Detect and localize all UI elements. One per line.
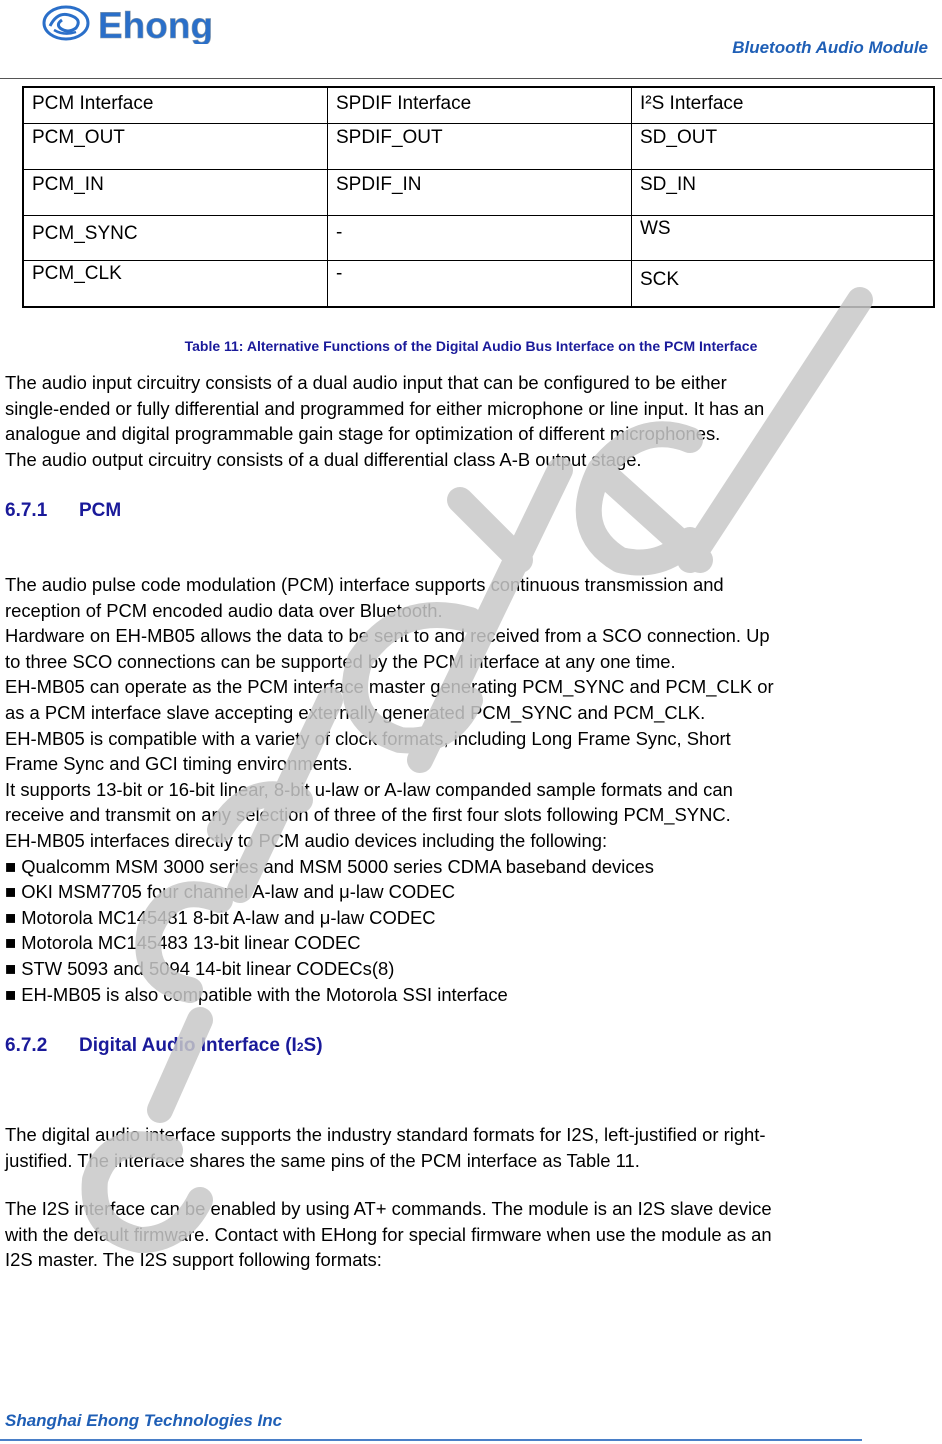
table-row: [23, 215, 934, 260]
table-cell: SD_OUT: [632, 123, 935, 169]
table-row: [23, 260, 934, 307]
text-line: EH-MB05 is compatible with a variety of clock formats, including Long Frame Sync, Short: [5, 727, 731, 749]
section-title: Digital Audio Interface (I2S): [79, 1035, 323, 1056]
text-line: Hardware on EH-MB05 allows the data to be sent to and received from a SCO connection. Up: [5, 625, 770, 647]
bullet-icon: ■: [5, 881, 17, 903]
text-line: with the default firmware. Contact with EHong for special firmware when use the module as an: [5, 1223, 772, 1245]
section-title: PCM: [79, 500, 122, 521]
bullet-icon: ■: [5, 855, 17, 877]
section-number: 6.7.1: [5, 500, 48, 521]
text-line: Frame Sync and GCI timing environments.: [5, 753, 353, 775]
table-cell: -: [328, 215, 632, 260]
text-line: single-ended or fully differential and programmed for either microphone or line input. It has an: [5, 397, 765, 419]
list-item: ■ OKI MSM7705 four channel A-law and μ-law CODEC: [5, 881, 455, 903]
list-item: ■ Motorola MC145483 13-bit linear CODEC: [5, 932, 361, 954]
text-line: analogue and digital programmable gain stage for optimization of different microphones.: [5, 423, 721, 445]
text-line: I2S master. The I2S support following formats:: [5, 1249, 382, 1271]
text-line: reception of PCM encoded audio data over Bluetooth.: [5, 599, 443, 621]
logo-swirl-icon: [44, 7, 88, 39]
text-line: EH-MB05 interfaces directly to PCM audio devices including the following:: [5, 829, 608, 851]
i2s-paragraph-1: [5, 1122, 942, 1173]
section-number: 6.7.2: [5, 1035, 48, 1056]
table-cell: SD_IN: [632, 169, 935, 215]
text-line: The digital audio interface supports the industry standard formats for I2S, left-justified or right-: [5, 1124, 766, 1145]
header-divider: [0, 78, 942, 79]
company-logo: [42, 4, 262, 44]
i2s-paragraph-2: [5, 1196, 942, 1273]
bullet-icon: ■: [5, 957, 17, 979]
table-row: [23, 169, 934, 215]
section-heading-i2s: [5, 1035, 323, 1057]
text-line: The audio output circuitry consists of a dual differential class A-B output stage.: [5, 448, 642, 470]
text-line: It supports 13-bit or 16-bit linear, 8-bit u-law or A-law companded sample formats and can: [5, 778, 733, 800]
text-line: The audio pulse code modulation (PCM) interface supports continuous transmission and: [5, 574, 724, 595]
list-item: ■ Qualcomm MSM 3000 series and MSM 5000 series CDMA baseband devices: [5, 855, 654, 877]
list-item: ■ STW 5093 and 5094 14-bit linear CODECs(8): [5, 957, 395, 979]
table-caption: Table 11: Alternative Functions of the Digital Audio Bus Interface on the PCM Interface: [184, 338, 758, 354]
table-row: [23, 123, 934, 169]
table-cell: PCM_CLK: [23, 260, 328, 307]
table-header-row: [23, 87, 934, 123]
bullet-icon: ■: [5, 906, 17, 928]
bullet-icon: ■: [5, 983, 17, 1005]
footer-divider: [0, 1439, 862, 1441]
text-line: justified. The interface shares the same pins of the PCM interface as Table 11.: [5, 1149, 640, 1171]
table-cell: PCM_OUT: [23, 123, 328, 169]
table-header-cell: SPDIF Interface: [328, 87, 632, 123]
interface-function-table: [22, 86, 935, 308]
list-item: ■ EH-MB05 is also compatible with the Motorola SSI interface: [5, 983, 508, 1005]
pcm-paragraph: [5, 572, 942, 1007]
table-cell: -: [328, 260, 632, 307]
section-heading-pcm: [5, 500, 121, 522]
table-cell: SPDIF_OUT: [328, 123, 632, 169]
table-cell: SPDIF_IN: [328, 169, 632, 215]
list-item: ■ Motorola MC145481 8-bit A-law and μ-law CODEC: [5, 906, 436, 928]
table-cell: PCM_IN: [23, 169, 328, 215]
table-cell: PCM_SYNC: [23, 215, 328, 260]
table-header-cell: I²S Interface: [632, 87, 935, 123]
table-cell: WS: [632, 215, 935, 260]
table-header-cell: PCM Interface: [23, 87, 328, 123]
text-line: The I2S interface can be enabled by using AT+ commands. The module is an I2S slave device: [5, 1198, 772, 1219]
text-line: EH-MB05 can operate as the PCM interface master generating PCM_SYNC and PCM_CLK or: [5, 676, 774, 698]
text-line: as a PCM interface slave accepting externally generated PCM_SYNC and PCM_CLK.: [5, 701, 706, 723]
text-line: The audio input circuitry consists of a dual audio input that can be configured to be either: [5, 372, 727, 393]
footer-company: Shanghai Ehong Technologies Inc: [5, 1411, 283, 1430]
text-line: receive and transmit on any selection of three of the first four slots following PCM_SYNC.: [5, 804, 731, 826]
text-line: to three SCO connections can be supported by the PCM interface at any one time.: [5, 650, 676, 672]
document-title: Bluetooth Audio Module: [732, 38, 928, 57]
logo-wordmark: Ehong: [98, 5, 214, 44]
table-cell: SCK: [632, 260, 935, 307]
intro-paragraph: [5, 370, 942, 472]
bullet-icon: ■: [5, 932, 17, 954]
